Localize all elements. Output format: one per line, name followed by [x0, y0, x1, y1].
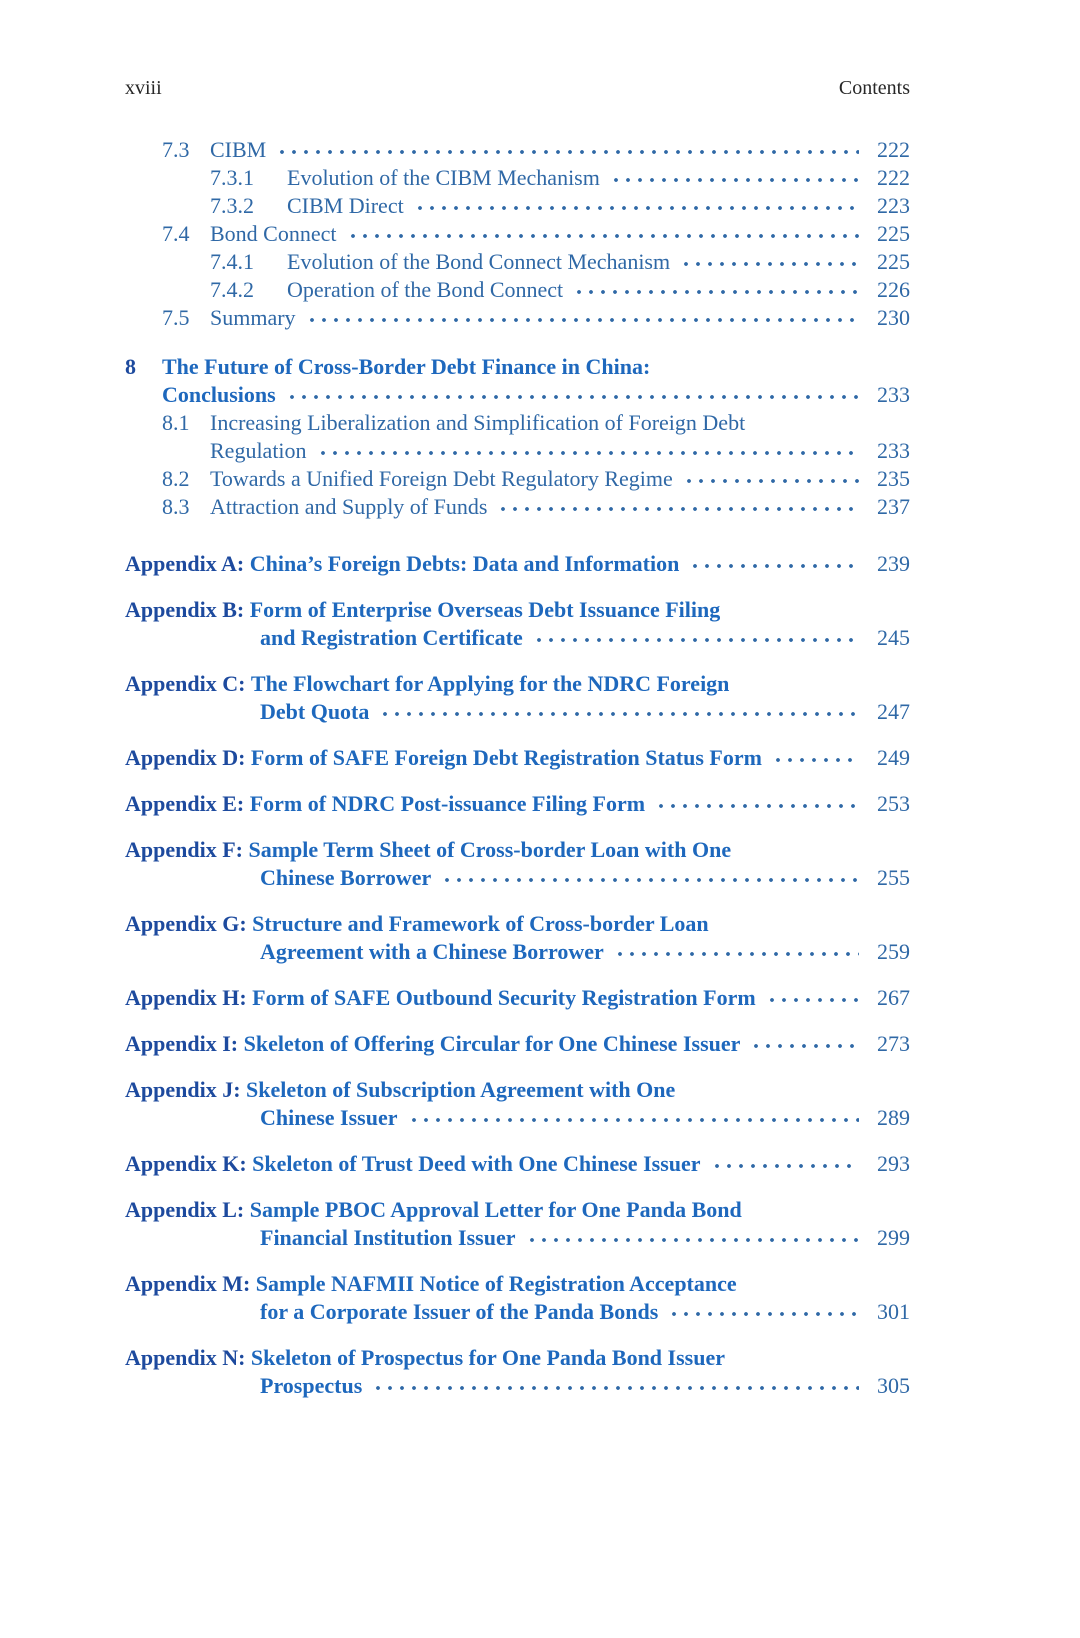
toc-line	[125, 1150, 910, 1178]
page-number: 245	[877, 625, 910, 650]
dot-leader	[680, 248, 859, 276]
toc-line	[260, 938, 910, 966]
page-number: 237	[877, 494, 910, 519]
page-number: 299	[877, 1225, 910, 1250]
toc-entry-number: 7.3.1	[210, 165, 254, 190]
toc-entry	[125, 744, 910, 772]
dot-leader	[610, 164, 859, 192]
toc-entry	[125, 192, 910, 220]
toc-entry	[125, 984, 910, 1012]
toc-line	[210, 409, 910, 437]
toc-entry	[125, 836, 910, 892]
page-number: 293	[877, 1151, 910, 1176]
toc-entry	[125, 1270, 910, 1326]
toc-entry-title: Chinese Issuer	[260, 1105, 398, 1130]
toc-line	[125, 1030, 910, 1058]
toc-entry-title: Debt Quota	[260, 699, 370, 724]
dot-leader	[772, 744, 859, 772]
toc-entry	[125, 1076, 910, 1132]
toc-line	[125, 1344, 910, 1372]
toc-line	[125, 1076, 910, 1104]
toc-entry-title: The Future of Cross-Border Debt Finance in China:	[162, 354, 651, 379]
dot-leader	[683, 465, 859, 493]
dot-leader	[750, 1030, 859, 1058]
toc-entry-prefix: Appendix G:	[125, 911, 253, 936]
toc-entry-number: 8.1	[162, 410, 190, 435]
toc-entry-prefix: Appendix E:	[125, 791, 250, 816]
toc-entry-title: Attraction and Supply of Funds	[210, 494, 488, 519]
toc-line	[260, 698, 910, 726]
toc-line	[162, 353, 910, 381]
dot-leader	[372, 1372, 859, 1400]
page-number: 222	[877, 137, 910, 162]
toc-entry	[125, 465, 910, 493]
page-number: 239	[877, 551, 910, 576]
toc-line	[162, 381, 910, 409]
dot-leader	[526, 1224, 860, 1252]
toc-line	[260, 1372, 910, 1400]
toc-entry-title: Sample PBOC Approval Letter for One Panda Bond	[249, 1197, 742, 1222]
toc-line	[260, 624, 910, 652]
toc-entry	[125, 1196, 910, 1252]
toc-line	[210, 437, 910, 465]
toc-entry-title: and Registration Certificate	[260, 625, 523, 650]
toc-line	[210, 220, 910, 248]
toc-line	[125, 744, 910, 772]
toc-entry-title: Skeleton of Prospectus for One Panda Bond Issuer	[250, 1345, 725, 1370]
toc-entry-prefix: Appendix K:	[125, 1151, 253, 1176]
toc-entry-title: Towards a Unified Foreign Debt Regulatory Regime	[210, 466, 673, 491]
toc-entry	[125, 136, 910, 164]
toc-entry	[125, 248, 910, 276]
toc-line	[125, 550, 910, 578]
toc-line	[210, 136, 910, 164]
dot-leader	[441, 864, 859, 892]
dot-leader	[347, 220, 860, 248]
toc-entry-prefix: Appendix B:	[125, 597, 250, 622]
dot-leader	[497, 493, 859, 521]
toc-line	[287, 276, 910, 304]
toc-line	[260, 864, 910, 892]
toc-entry	[125, 910, 910, 966]
page-number: 230	[877, 305, 910, 330]
toc-line	[125, 1270, 910, 1298]
toc-entry-prefix: Appendix D:	[125, 745, 251, 770]
toc-line	[125, 670, 910, 698]
toc-entry	[125, 220, 910, 248]
dot-leader	[414, 192, 859, 220]
toc-entry-number: 7.3	[162, 137, 190, 162]
toc-line	[125, 790, 910, 818]
toc-entry-title: Evolution of the CIBM Mechanism	[287, 165, 600, 190]
toc-line	[287, 248, 910, 276]
toc-entry-number: 7.5	[162, 305, 190, 330]
dot-leader	[573, 276, 859, 304]
toc-entry-prefix: Appendix A:	[125, 551, 250, 576]
toc-entry	[125, 596, 910, 652]
toc-line	[260, 1224, 910, 1252]
toc-entry-prefix: Appendix I:	[125, 1031, 244, 1056]
toc-entry-title: Evolution of the Bond Connect Mechanism	[287, 249, 671, 274]
toc-entry-title: China’s Foreign Debts: Data and Information	[249, 551, 680, 576]
toc-line	[287, 164, 910, 192]
toc-entry	[125, 1030, 910, 1058]
toc-entry	[125, 1344, 910, 1400]
toc-entry	[125, 550, 910, 578]
toc-entry-prefix: Appendix F:	[125, 837, 249, 862]
toc-entry-title: for a Corporate Issuer of the Panda Bonds	[260, 1299, 659, 1324]
toc-entry-number: 8.2	[162, 466, 190, 491]
toc-entry	[125, 304, 910, 332]
dot-leader	[408, 1104, 859, 1132]
toc-line	[210, 465, 910, 493]
dot-leader	[533, 624, 859, 652]
dot-leader	[286, 381, 859, 409]
toc-entry-title: CIBM Direct	[287, 193, 404, 218]
toc-entry-prefix: Appendix J:	[125, 1077, 247, 1102]
toc-entry	[125, 409, 910, 465]
folio: xviii	[125, 77, 162, 99]
toc-entry-title: Form of SAFE Outbound Security Registration Form	[252, 985, 756, 1010]
toc-entry	[125, 276, 910, 304]
dot-leader	[655, 790, 859, 818]
dot-leader	[766, 984, 859, 1012]
toc-entry-prefix: Appendix N:	[125, 1345, 251, 1370]
toc-line	[125, 836, 910, 864]
toc-entry-title: Conclusions	[162, 382, 276, 407]
table-of-contents	[125, 136, 910, 1400]
page-number: 247	[877, 699, 910, 724]
page-number: 225	[877, 221, 910, 246]
page-number: 225	[877, 249, 910, 274]
toc-entry-number: 7.4.1	[210, 249, 254, 274]
toc-entry-title: Sample NAFMII Notice of Registration Acceptance	[255, 1271, 737, 1296]
toc-entry-title: CIBM	[210, 137, 267, 162]
page-number: 222	[877, 165, 910, 190]
page-number: 305	[877, 1373, 910, 1398]
page-number: 259	[877, 939, 910, 964]
page-number: 301	[877, 1299, 910, 1324]
page-number: 273	[877, 1031, 910, 1056]
toc-entry-title: Form of Enterprise Overseas Debt Issuance Filing	[249, 597, 721, 622]
dot-leader	[614, 938, 859, 966]
toc-line	[210, 304, 910, 332]
toc-line	[125, 910, 910, 938]
dot-leader	[668, 1298, 859, 1326]
toc-line	[287, 192, 910, 220]
toc-entry	[125, 1150, 910, 1178]
toc-entry-title: Skeleton of Trust Deed with One Chinese Issuer	[252, 1151, 701, 1176]
toc-entry	[125, 164, 910, 192]
toc-entry-title: Prospectus	[260, 1373, 363, 1398]
dot-leader	[306, 304, 859, 332]
page-number: 235	[877, 466, 910, 491]
toc-entry-title: Skeleton of Subscription Agreement with One	[246, 1077, 676, 1102]
toc-line	[210, 493, 910, 521]
toc-entry-number: 8.3	[162, 494, 190, 519]
toc-entry-title: Agreement with a Chinese Borrower	[260, 939, 604, 964]
toc-line	[260, 1298, 910, 1326]
dot-leader	[689, 550, 859, 578]
toc-entry-prefix: Appendix L:	[125, 1197, 250, 1222]
running-head: Contents	[838, 77, 910, 99]
page-number: 223	[877, 193, 910, 218]
toc-entry-title: Chinese Borrower	[260, 865, 432, 890]
toc-line	[260, 1104, 910, 1132]
toc-entry-prefix: Appendix C:	[125, 671, 251, 696]
toc-entry-title: Structure and Framework of Cross-border Loan	[252, 911, 709, 936]
toc-entry-number: 8	[125, 354, 136, 379]
toc-entry-title: Bond Connect	[210, 221, 337, 246]
toc-entry-title: Form of SAFE Foreign Debt Registration Status Form	[250, 745, 762, 770]
toc-entry-title: Skeleton of Offering Circular for One Chinese Issuer	[243, 1031, 741, 1056]
page-number: 249	[877, 745, 910, 770]
toc-line	[125, 984, 910, 1012]
dot-leader	[711, 1150, 859, 1178]
page-number: 233	[877, 438, 910, 463]
toc-entry	[125, 493, 910, 521]
toc-line	[125, 1196, 910, 1224]
dot-leader	[276, 136, 859, 164]
page-number: 253	[877, 791, 910, 816]
dot-leader	[317, 437, 859, 465]
toc-entry-prefix: Appendix H:	[125, 985, 253, 1010]
toc-entry-title: Regulation	[210, 438, 307, 463]
toc-entry-title: Financial Institution Issuer	[260, 1225, 516, 1250]
page-number: 267	[877, 985, 910, 1010]
page-number: 226	[877, 277, 910, 302]
toc-entry-title: Increasing Liberalization and Simplification of Foreign Debt	[210, 410, 746, 435]
page-number: 233	[877, 382, 910, 407]
toc-entry	[125, 353, 910, 409]
toc-entry-number: 7.4	[162, 221, 190, 246]
toc-entry-prefix: Appendix M:	[125, 1271, 256, 1296]
page-header	[125, 76, 910, 100]
toc-entry-number: 7.3.2	[210, 193, 254, 218]
page-number: 255	[877, 865, 910, 890]
dot-leader	[379, 698, 859, 726]
toc-entry	[125, 670, 910, 726]
toc-line	[125, 596, 910, 624]
page-number: 289	[877, 1105, 910, 1130]
toc-entry-title: Form of NDRC Post-issuance Filing Form	[249, 791, 646, 816]
toc-entry-number: 7.4.2	[210, 277, 254, 302]
toc-entry-title: Sample Term Sheet of Cross-border Loan with One	[248, 837, 732, 862]
toc-entry-title: Summary	[210, 305, 296, 330]
toc-entry-title: Operation of the Bond Connect	[287, 277, 564, 302]
toc-entry	[125, 790, 910, 818]
toc-entry-title: The Flowchart for Applying for the NDRC Foreign	[250, 671, 730, 696]
